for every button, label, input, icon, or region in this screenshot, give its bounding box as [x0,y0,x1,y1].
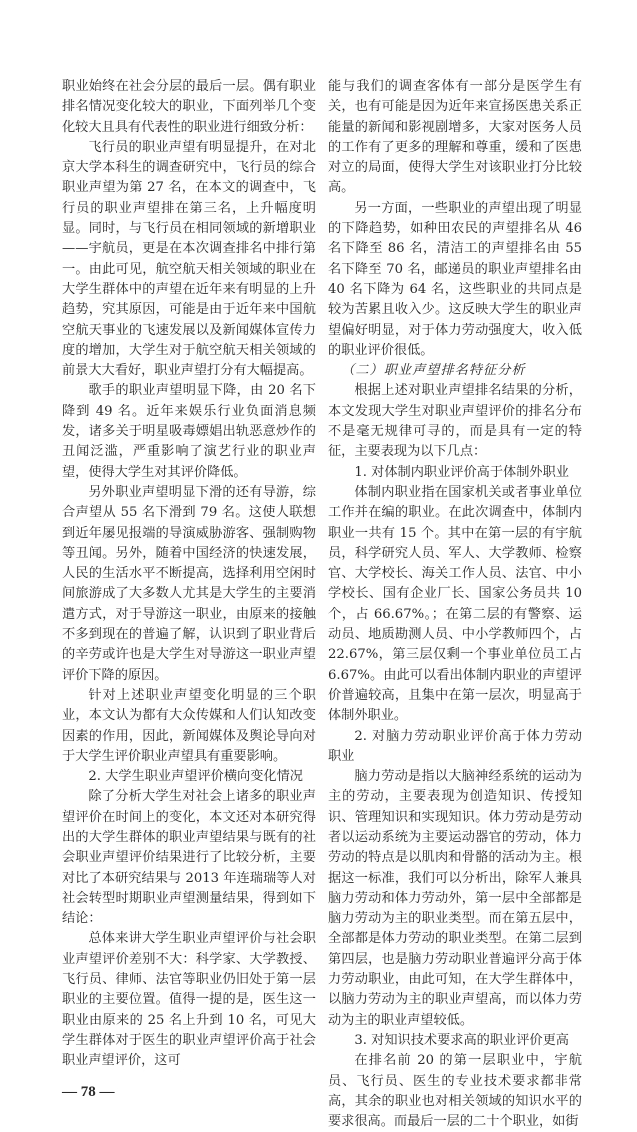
paragraph: 能与我们的调查客体有一部分是医学生有关，也有可能是因为近年来宣扬医患关系正能量的新闻和影视剧增多，大家对医务人员的工作有了更多的理解和尊重，缓和了医患对立的局面，使得大学生对该职业打分比较高。 [328,79,582,196]
paragraph: 体制内职业指在国家机关或者事业单位工作并在编的职业。在此次调查中，体制内职业一共有 15 个。其中在第一层的有宇航员，科学研究人员、军人、大学教师、检察官、大学校长、海关工作人员、法官、中小学校长、国有企业厂长、国家公务员共 10 个，占 66.67%。；在第二层的有警察、运动员、地质勘测人员、中小学教师四个，占 22.67%，第三层仅剩一个事业单位员工占 6.67%。由此可以看出体制内职业的声望评价普遍较高，且集中在第一层次，明显高于体制外职业。 [328,484,582,724]
paragraph: 另外职业声望明显下滑的还有导游，综合声望从 55 名下滑到 79 名。这使人联想到近年屡见报端的导演威胁游客、强制购物等丑闻。另外，随着中国经济的快速发展，人民的生活水平不断提高，选择利用空闲时间旅游成了大多数人尤其是大学生的主要消遣方式，对于导游这一职业，由原来的接触不多到现在的普遍了解，认识到了职业背后的辛劳或许也是大学生对导游这一职业声望评价下降的原因。 [62,484,316,683]
subsection-heading: 3. 对知识技术要求高的职业评价更高 [354,1032,569,1048]
paragraph: 职业始终在社会分层的最后一层。偶有职业排名情况变化较大的职业，下面列举几个变化较大且具有代表性的职业进行细致分析： [62,79,316,135]
paragraph: 歌手的职业声望明显下降，由 20 名下降到 49 名。近年来娱乐行业负面消息频发，诸多关于明星吸毒嫖娼出轨恶意炒作的丑闻泛滥，严重影响了演艺行业的职业声望，使得大学生对其评价降低。 [62,383,316,480]
section-heading: （二）职业声望排名特征分析 [341,363,526,379]
paragraph: 在排名前 20 的第一层职业中，宇航员、飞行员、医生的专业技术要求都非常高，其余的职业也对相关领域的知识水平的要求很高。而最后一层的二十个职业，如街 [328,1053,582,1130]
paragraph: 总体来讲大学生职业声望评价与社会职业声望评价差别不大：科学家、大学教授、飞行员、律师、法官等职业仍旧处于第一层职业的主要位置。值得一提的是，医生这一职业由原来的 25 名上升到 10 名，可见大学生群体对于医生的职业声望评价高于社会职业声望评价，这可 [62,931,316,1069]
paragraph: 根据上述对职业声望排名结果的分析，本文发现大学生对职业声望评价的排名分布不是毫无规律可寻的，而是具有一定的特征，主要表现为以下几点： [328,383,582,460]
page-number: — 78 — [62,1083,115,1100]
section-heading: 2. 大学生职业声望评价横向变化情况 [88,769,303,785]
paragraph: 飞行员的职业声望有明显提升，在对北京大学本科生的调查研究中，飞行员的综合职业声望为第 27 名，在本文的调查中，飞行员的职业声望排在第三名，上升幅度明显。同时，与飞行员在相同领域的新增职业——宇航员，更是在本次调查排名中排行第一。由此可见，航空航天相关领域的职业在大学生群体中的声望在近年来有明显的上升趋势，究其原因，可能是由于近年来中国航空航天事业的飞速发展以及新闻媒体宣传力度的增加，大学生对于航空航天相关领域的前景大大看好，职业声望打分有大幅提高。 [62,139,316,379]
paragraph: 针对上述职业声望变化明显的三个职业，本文认为都有大众传媒和人们认知改变因素的作用，因此，新闻媒体及舆论导向对于大学生评价职业声望具有重要影响。 [62,687,316,764]
subsection-heading: 2. 对脑力劳动职业评价高于体力劳动职业 [328,728,582,764]
subsection-heading: 1. 对体制内职业评价高于体制外职业 [354,464,569,480]
paragraph: 除了分析大学生对社会上诸多的职业声望评价在时间上的变化，本文还对本研究得出的大学生群体的职业声望结果与既有的社会职业声望评价结果进行了比较分析，主要对比了本研究结果与 2013 年连瑞瑞等人对社会转型时期职业声望测量结果，得到如下结论： [62,789,316,927]
right-column [328,77,582,1132]
paragraph: 脑力劳动是指以大脑神经系统的运动为主的劳动，主要表现为创造知识、传授知识、管理知识和实现知识。体力劳动是劳动者以运动系统为主要运动器官的劳动，体力劳动的特点是以肌肉和骨骼的活动为主。根据这一标准，我们可以分析出，除军人兼具脑力劳动和体力劳动外，第一层中全部都是脑力劳动为主的职业类型。而在第五层中，全部都是体力劳动的职业类型。在第二层到第四层，也是脑力劳动职业普遍评分高于体力劳动职业，由此可知，在大学生群体中，以脑力劳动为主的职业声望高，而以体力劳动为主的职业声望较低。 [328,769,582,1028]
left-column [62,77,316,1102]
paragraph: 另一方面，一些职业的声望出现了明显的下降趋势，如种田农民的声望排名从 46 名下降至 86 名，清洁工的声望排名由 55 名下降至 70 名，邮递员的职业声望排名由 40 名下降为 64 名，这些职业的共同点是较为苦累且收入少。这反映大学生的职业声望偏好明显，对于体力劳动强度大，收入低的职业评价很低。 [328,200,582,358]
